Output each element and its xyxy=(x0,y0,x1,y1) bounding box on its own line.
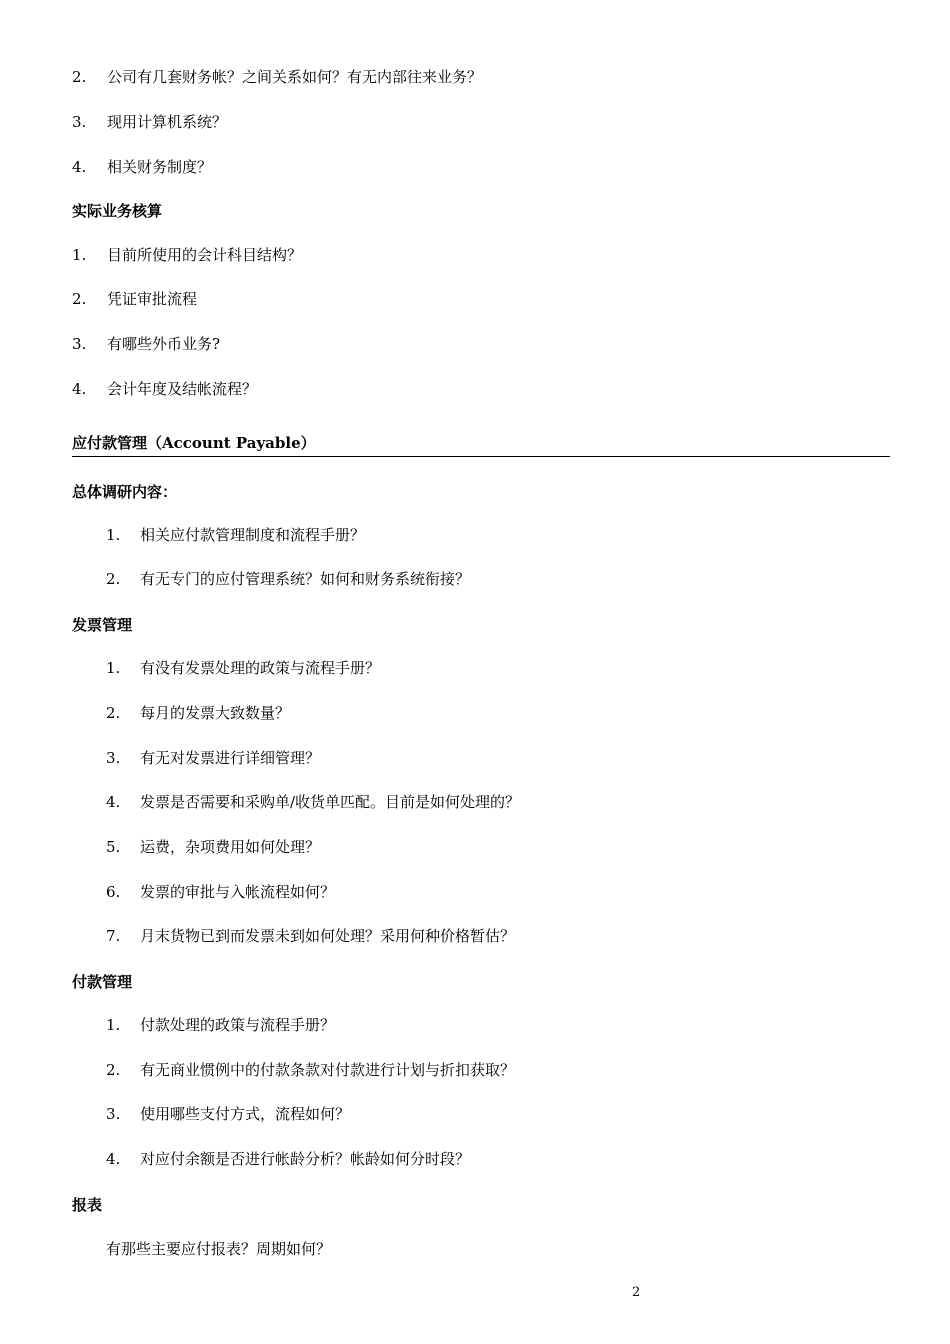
page-number: 2 xyxy=(632,1285,641,1300)
list-number: 3. xyxy=(106,1105,121,1123)
list-text: 现用计算机系统？ xyxy=(107,113,228,131)
heading-invoice: 发票管理 xyxy=(72,616,133,634)
list-text: 相关财务制度？ xyxy=(107,158,213,176)
list-number: 3. xyxy=(72,113,87,131)
list-text: 有无专门的应付管理系统？如何和财务系统衔接？ xyxy=(140,570,471,588)
list-text: 发票的审批与入帐流程如何？ xyxy=(140,883,336,901)
list-text: 使用哪些支付方式，流程如何？ xyxy=(140,1105,351,1123)
list-number: 2. xyxy=(106,570,121,588)
list-number: 2. xyxy=(106,1061,121,1079)
list-number: 1. xyxy=(106,526,121,544)
list-number: 4. xyxy=(72,380,87,398)
heading-reports: 报表 xyxy=(72,1196,103,1214)
list-text: 有无商业惯例中的付款条款对付款进行计划与折扣获取？ xyxy=(140,1061,516,1079)
list-text: 每月的发票大致数量？ xyxy=(140,704,291,722)
section-title: 应付款管理（Account Payable） xyxy=(72,434,316,452)
list-text: 月末货物已到而发票未到如何处理？采用何种价格暂估？ xyxy=(140,927,516,945)
list-number: 2. xyxy=(106,704,121,722)
section-divider xyxy=(72,456,890,457)
list-text: 有无对发票进行详细管理？ xyxy=(140,749,321,767)
heading-payment: 付款管理 xyxy=(72,973,133,991)
list-text: 对应付余额是否进行帐龄分析？帐龄如何分时段？ xyxy=(140,1150,471,1168)
reports-text: 有那些主要应付报表？周期如何？ xyxy=(106,1240,332,1258)
list-number: 7. xyxy=(106,927,121,945)
list-number: 2. xyxy=(72,68,87,86)
list-number: 3. xyxy=(106,749,121,767)
list-text: 凭证审批流程 xyxy=(107,290,198,308)
list-number: 6. xyxy=(106,883,121,901)
list-text: 会计年度及结帐流程？ xyxy=(107,380,258,398)
list-number: 2. xyxy=(72,290,87,308)
list-text: 相关应付款管理制度和流程手册？ xyxy=(140,526,366,544)
list-text: 运费，杂项费用如何处理？ xyxy=(140,838,321,856)
list-number: 1. xyxy=(106,1016,121,1034)
heading-accounting: 实际业务核算 xyxy=(72,202,163,220)
list-number: 4. xyxy=(106,793,121,811)
list-text: 发票是否需要和采购单/收货单匹配。目前是如何处理的？ xyxy=(140,793,521,811)
list-text: 有没有发票处理的政策与流程手册？ xyxy=(140,659,381,677)
list-number: 1. xyxy=(106,659,121,677)
list-number: 5. xyxy=(106,838,121,856)
list-text: 付款处理的政策与流程手册？ xyxy=(140,1016,336,1034)
list-text: 有哪些外币业务? xyxy=(107,335,221,353)
list-number: 3. xyxy=(72,335,87,353)
list-number: 4. xyxy=(106,1150,121,1168)
list-text: 公司有几套财务帐？之间关系如何？有无内部往来业务？ xyxy=(107,68,483,86)
heading-overall: 总体调研内容： xyxy=(72,483,178,501)
list-text: 目前所使用的会计科目结构？ xyxy=(107,246,303,264)
list-number: 1. xyxy=(72,246,87,264)
list-number: 4. xyxy=(72,158,87,176)
